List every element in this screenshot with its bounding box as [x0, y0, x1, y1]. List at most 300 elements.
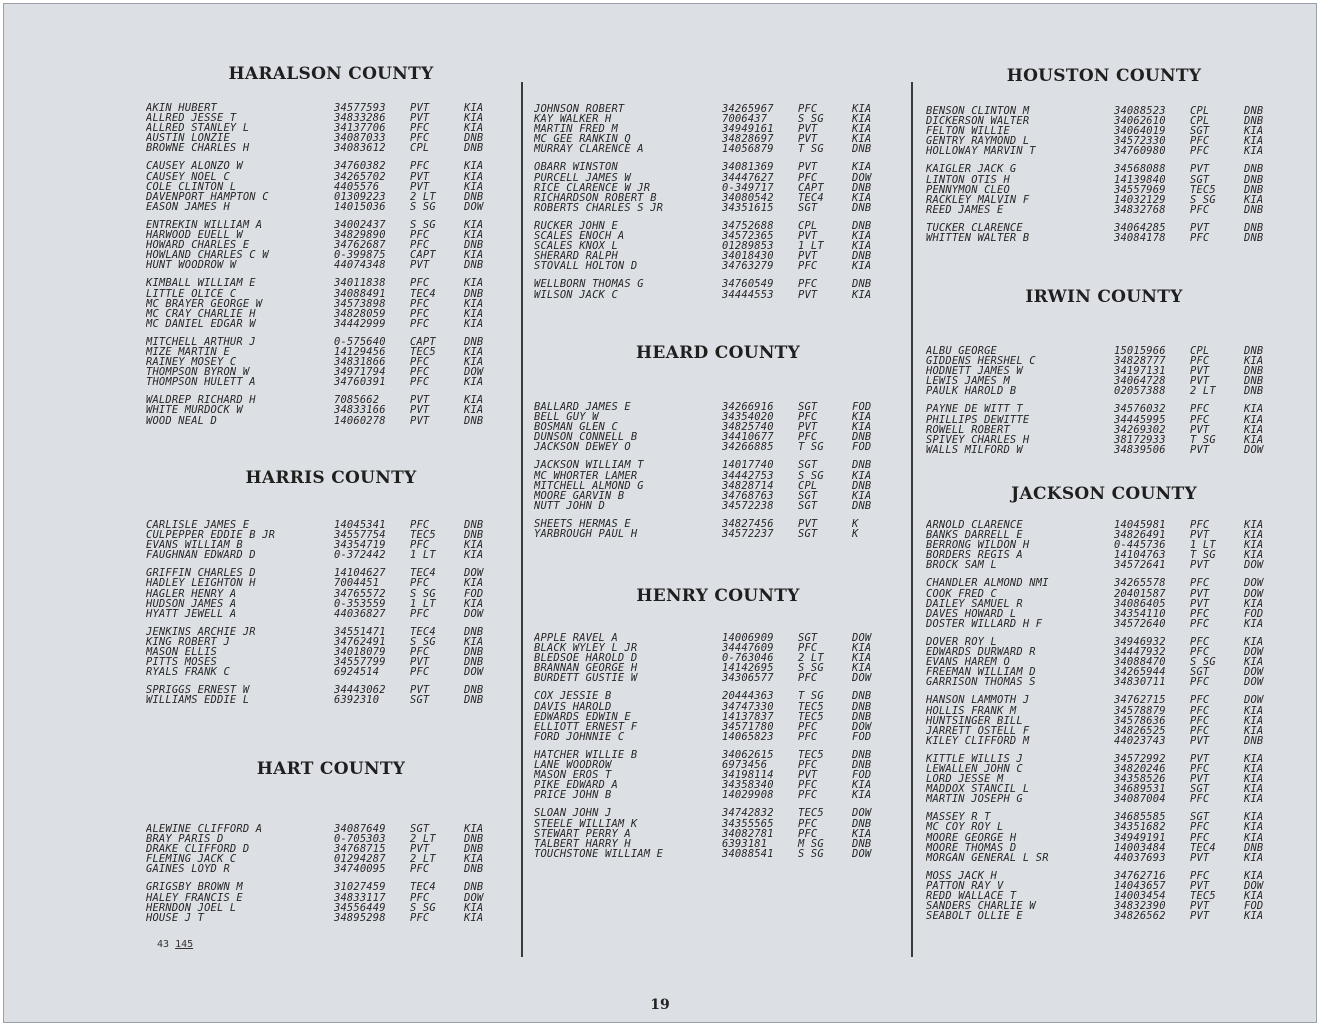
- roster-row: [146, 550, 516, 560]
- rank: 2 LT: [410, 853, 436, 866]
- rank: PFC: [410, 911, 430, 924]
- rank: PFC: [410, 122, 430, 135]
- status: KIA: [852, 662, 872, 675]
- soldier-name: MURRAY CLARENCE A: [534, 144, 644, 155]
- serial-number: 34747330: [722, 700, 774, 713]
- rank: CPL: [1190, 345, 1210, 357]
- rank: PFC: [798, 411, 818, 424]
- rank: PFC: [410, 132, 430, 145]
- roster-row: [146, 319, 516, 329]
- status: KIA: [852, 240, 872, 253]
- roster-row: [926, 812, 1282, 822]
- serial-number: 34762715: [1114, 694, 1166, 707]
- soldier-name: JOHNSON ROBERT: [534, 104, 625, 115]
- rank: PVT: [798, 421, 818, 434]
- rank: PVT: [410, 843, 430, 856]
- column-divider-1: [521, 82, 523, 957]
- soldier-name: PAYNE DE WITT T: [926, 404, 1023, 415]
- serial-number: 34447609: [722, 642, 774, 655]
- rank: PFC: [410, 307, 430, 320]
- roster-row: [146, 657, 516, 667]
- status: KIA: [464, 307, 484, 320]
- rank: PFC: [798, 278, 818, 291]
- soldier-name: COOK FRED C: [926, 588, 998, 599]
- serial-number: 34946932: [1114, 635, 1166, 648]
- serial-number: 34197131: [1114, 365, 1166, 378]
- status: KIA: [852, 191, 872, 204]
- entry-group: [926, 871, 1282, 921]
- rank: PFC: [798, 827, 818, 840]
- entry-group: [146, 103, 516, 153]
- serial-number: 34557754: [334, 529, 386, 542]
- serial-number: 34827456: [722, 517, 774, 530]
- soldier-name: BURDETT GUSTIE W: [534, 673, 638, 684]
- column-3: [926, 4, 1282, 1023]
- county-heading-irwin: IRWIN COUNTY: [1025, 287, 1183, 307]
- status: KIA: [464, 160, 484, 173]
- footer-count-right: 145: [175, 939, 194, 950]
- roster-row: [534, 673, 902, 683]
- rank: PFC: [410, 666, 430, 679]
- county-heading-haralson: HARALSON COUNTY: [228, 64, 434, 84]
- rank: PFC: [1190, 676, 1210, 689]
- soldier-name: EVANS WILLIAM B: [146, 540, 243, 551]
- serial-number: 0-353559: [334, 597, 386, 610]
- roster-row: [926, 425, 1282, 435]
- rank: PVT: [1190, 851, 1210, 864]
- soldier-name: HOUSE J T: [146, 912, 205, 923]
- entry-group: [146, 882, 516, 922]
- roster-row: [534, 653, 902, 663]
- soldier-name: PURCELL JAMES W: [534, 172, 631, 183]
- roster-row: [926, 637, 1282, 647]
- status: DOW: [1244, 587, 1264, 600]
- roster-row: [926, 126, 1282, 136]
- serial-number: 34265944: [1114, 666, 1166, 679]
- roster-row: [534, 760, 902, 770]
- roster-row: [926, 754, 1282, 764]
- status: DOW: [852, 807, 872, 820]
- rank: S SG: [798, 469, 824, 482]
- serial-number: 15015966: [1114, 345, 1166, 357]
- soldier-name: HOWARD CHARLES E: [146, 240, 250, 251]
- page-number: 19: [650, 997, 670, 1013]
- status: KIA: [852, 113, 872, 126]
- status: KIA: [1244, 762, 1264, 775]
- rank: SGT: [798, 528, 818, 541]
- roster-row: [534, 808, 902, 818]
- roster-row: [146, 568, 516, 578]
- serial-number: 14003454: [1114, 890, 1166, 902]
- rank: CAPT: [410, 335, 436, 348]
- serial-number: 0-575640: [334, 335, 386, 348]
- serial-number: 34557969: [1114, 183, 1166, 196]
- rank: PFC: [1190, 635, 1210, 648]
- status: KIA: [464, 229, 484, 242]
- status: DOW: [464, 366, 484, 379]
- roster-row: [926, 520, 1282, 530]
- serial-number: 34081369: [722, 161, 774, 174]
- soldier-name: PATTON RAY V: [926, 880, 1004, 891]
- soldier-name: ELLIOTT ERNEST F: [534, 721, 638, 732]
- serial-number: 34762687: [334, 239, 386, 252]
- status: DNB: [852, 431, 872, 444]
- status: KIA: [464, 901, 484, 914]
- soldier-name: DAILEY SAMUEL R: [926, 598, 1023, 609]
- rank: S SG: [798, 847, 824, 860]
- soldier-name: RACKLEY MALVIN F: [926, 194, 1030, 205]
- roster-row: [926, 726, 1282, 736]
- serial-number: 34087033: [334, 132, 386, 145]
- rank: SGT: [798, 401, 818, 413]
- serial-number: 34086405: [1114, 597, 1166, 610]
- status: DOW: [464, 567, 484, 580]
- roster-row: [926, 578, 1282, 588]
- status: KIA: [464, 249, 484, 262]
- soldier-name: MARTIN JOSEPH G: [926, 794, 1023, 805]
- roster-row: [534, 173, 902, 183]
- serial-number: 34828059: [334, 307, 386, 320]
- status: KIA: [1244, 433, 1264, 446]
- soldier-name: MIZE MARTIN E: [146, 346, 230, 358]
- soldier-name: MADDOX STANCIL L: [926, 784, 1030, 795]
- soldier-name: BRAY PARIS D: [146, 834, 224, 845]
- rank: PVT: [1190, 529, 1210, 542]
- roster-row: [926, 736, 1282, 746]
- soldier-name: GAINES LOYD R: [146, 864, 230, 875]
- roster-row: [534, 732, 902, 742]
- serial-number: 34011838: [334, 277, 386, 290]
- roster-row: [534, 663, 902, 673]
- roster-row: [146, 647, 516, 657]
- serial-number: 34358526: [1114, 773, 1166, 786]
- serial-number: 14142695: [722, 662, 774, 675]
- serial-number: 34087649: [334, 823, 386, 835]
- rank: M SG: [798, 837, 824, 850]
- soldier-name: BLACK WYLEY L JR: [534, 643, 638, 654]
- roster-row: [146, 824, 516, 834]
- roster-row: [926, 366, 1282, 376]
- status: DNB: [1244, 375, 1264, 388]
- rank: PVT: [798, 517, 818, 530]
- serial-number: 34760549: [722, 278, 774, 291]
- soldier-name: GIDDENS HERSHEL C: [926, 356, 1036, 367]
- status: DNB: [464, 239, 484, 252]
- serial-number: 0-705303: [334, 833, 386, 846]
- soldier-name: MC DANIEL EDGAR W: [146, 318, 256, 329]
- soldier-name: ALEWINE CLIFFORD A: [146, 824, 263, 835]
- soldier-name: HOWLAND CHARLES C W: [146, 250, 269, 261]
- soldier-name: CAUSEY ALONZO W: [146, 161, 243, 172]
- status: DOW: [1244, 694, 1264, 707]
- serial-number: 34064728: [1114, 375, 1166, 388]
- soldier-name: BROCK SAM L: [926, 560, 998, 571]
- rank: PVT: [1190, 910, 1210, 923]
- county-list-houston: [926, 106, 1282, 251]
- entry-group: [146, 161, 516, 211]
- rank: PVT: [1190, 221, 1210, 234]
- roster-row: [534, 750, 902, 760]
- soldier-name: COLE CLINTON L: [146, 181, 237, 192]
- status: DNB: [464, 863, 484, 876]
- entry-group: [146, 395, 516, 425]
- rank: PFC: [1190, 607, 1210, 620]
- status: DNB: [1244, 221, 1264, 234]
- status: KIA: [852, 779, 872, 792]
- rank: PVT: [1190, 365, 1210, 378]
- rank: TEC4: [410, 287, 436, 300]
- status: FOD: [852, 769, 872, 782]
- soldier-name: AUSTIN LONZIE: [146, 133, 230, 144]
- status: KIA: [1244, 135, 1264, 148]
- soldier-name: BOSMAN GLEN C: [534, 422, 618, 433]
- serial-number: 34829890: [334, 229, 386, 242]
- rank: CPL: [798, 219, 818, 232]
- rank: PFC: [1190, 821, 1210, 834]
- serial-number: 34949161: [722, 123, 774, 136]
- county-heading-henry: HENRY COUNTY: [636, 586, 800, 606]
- soldier-name: LEWIS JAMES M: [926, 376, 1010, 387]
- entry-group: [926, 578, 1282, 628]
- serial-number: 0-763046: [722, 652, 774, 665]
- status: DNB: [852, 759, 872, 772]
- roster-row: [146, 667, 516, 677]
- soldier-name: HUNTSINGER BILL: [926, 715, 1023, 726]
- soldier-name: HOLLIS FRANK M: [926, 705, 1017, 716]
- soldier-name: TALBERT HARRY H: [534, 838, 631, 849]
- status: KIA: [852, 789, 872, 802]
- roster-row: [146, 299, 516, 309]
- roster-row: [534, 691, 902, 701]
- status: DNB: [464, 142, 484, 155]
- status: DNB: [852, 710, 872, 723]
- rank: T SG: [1190, 549, 1216, 562]
- serial-number: 34832768: [1114, 203, 1166, 216]
- roster-row: [534, 279, 902, 289]
- rank: PVT: [1190, 163, 1210, 176]
- entry-group: [146, 824, 516, 874]
- roster-row: [146, 834, 516, 844]
- roster-row: [146, 143, 516, 153]
- county-heading-houston: HOUSTON COUNTY: [1006, 66, 1202, 86]
- serial-number: 44036827: [334, 607, 386, 620]
- status: DNB: [464, 646, 484, 659]
- serial-number: 34689531: [1114, 783, 1166, 796]
- roster-row: [146, 627, 516, 637]
- soldier-name: BELL GUY W: [534, 412, 599, 423]
- rank: PFC: [410, 646, 430, 659]
- status: KIA: [464, 539, 484, 552]
- soldier-name: KAIGLER JACK G: [926, 164, 1017, 175]
- rank: PFC: [1190, 704, 1210, 717]
- status: DNB: [464, 684, 484, 697]
- rank: PFC: [410, 376, 430, 389]
- entry-group: [534, 808, 902, 858]
- soldier-name: ALBU GEORGE: [926, 346, 998, 357]
- rank: PFC: [410, 891, 430, 904]
- roster-row: [146, 637, 516, 647]
- status: DNB: [852, 278, 872, 291]
- roster-row: [534, 183, 902, 193]
- serial-number: 34355565: [722, 817, 774, 830]
- status: DNB: [852, 690, 872, 703]
- rank: PVT: [1190, 900, 1210, 913]
- rank: PFC: [1190, 413, 1210, 426]
- entry-group: [926, 404, 1282, 454]
- soldier-name: FREEMAN WILLIAM D: [926, 667, 1036, 678]
- soldier-name: LITTLE OLICE C: [146, 288, 237, 299]
- roster-row: [926, 435, 1282, 445]
- entry-group: [534, 633, 902, 683]
- serial-number: 34760391: [334, 376, 386, 389]
- soldier-name: JENKINS ARCHIE JR: [146, 626, 256, 637]
- rank: PFC: [410, 519, 430, 531]
- serial-number: 0-445736: [1114, 539, 1166, 552]
- rank: T SG: [1190, 433, 1216, 446]
- county-list-irwin: [926, 346, 1282, 463]
- soldier-name: APPLE RAVEL A: [534, 633, 618, 644]
- status: DNB: [464, 190, 484, 203]
- status: DOW: [464, 200, 484, 213]
- serial-number: 34354110: [1114, 607, 1166, 620]
- entry-group: [534, 162, 902, 212]
- rank: S SG: [798, 662, 824, 675]
- soldier-name: WHITE MURDOCK W: [146, 405, 243, 416]
- roster-row: [146, 250, 516, 260]
- roster-row: [534, 491, 902, 501]
- serial-number: 34833286: [334, 112, 386, 125]
- rank: S SG: [410, 200, 436, 213]
- roster-row: [926, 346, 1282, 356]
- footer-count-left: 43: [157, 939, 170, 950]
- soldier-name: WOOD NEAL D: [146, 415, 218, 426]
- status: KIA: [1244, 539, 1264, 552]
- serial-number: 34760382: [334, 160, 386, 173]
- soldier-name: CHANDLER ALMOND NMI: [926, 578, 1049, 589]
- status: DNB: [1244, 203, 1264, 216]
- roster-row: [926, 356, 1282, 366]
- status: DNB: [464, 656, 484, 669]
- status: DOW: [464, 891, 484, 904]
- soldier-name: SHERARD RALPH: [534, 251, 618, 262]
- soldier-name: PIKE EDWARD A: [534, 780, 618, 791]
- soldier-name: JACKSON WILLIAM T: [534, 460, 644, 471]
- soldier-name: KITTLE WILLIS J: [926, 753, 1023, 764]
- status: DNB: [464, 287, 484, 300]
- rank: PFC: [798, 103, 818, 115]
- soldier-name: ALLRED JESSE T: [146, 113, 237, 124]
- rank: PFC: [1190, 203, 1210, 216]
- column-1: [146, 4, 516, 1023]
- rank: PVT: [798, 161, 818, 174]
- status: DOW: [1244, 676, 1264, 689]
- serial-number: 34578879: [1114, 704, 1166, 717]
- status: DNB: [852, 499, 872, 512]
- rank: PFC: [798, 672, 818, 685]
- soldier-name: LANE WOODROW: [534, 760, 612, 771]
- soldier-name: RYALS FRANK C: [146, 667, 230, 678]
- status: DNB: [852, 700, 872, 713]
- serial-number: 34752688: [722, 219, 774, 232]
- roster-row: [926, 540, 1282, 550]
- status: DOW: [852, 720, 872, 733]
- entry-group: [534, 221, 902, 271]
- soldier-name: BLEDSOE HAROLD D: [534, 653, 638, 664]
- serial-number: 34573898: [334, 297, 386, 310]
- status: DNB: [1244, 163, 1264, 176]
- rank: TEC4: [798, 191, 824, 204]
- rank: SGT: [1190, 783, 1210, 796]
- serial-number: 34266885: [722, 441, 774, 454]
- roster-row: [146, 202, 516, 212]
- roster-row: [146, 903, 516, 913]
- roster-row: [534, 460, 902, 470]
- status: DOW: [852, 171, 872, 184]
- soldier-name: SCALES KNOX L: [534, 241, 618, 252]
- status: KIA: [464, 376, 484, 389]
- entry-group: [926, 812, 1282, 862]
- soldier-name: CARLISLE JAMES E: [146, 520, 250, 531]
- serial-number: 34828697: [722, 133, 774, 146]
- status: KIA: [464, 577, 484, 590]
- soldier-name: DOVER ROY L: [926, 636, 998, 648]
- serial-number: 34685585: [1114, 811, 1166, 824]
- roster-row: [146, 230, 516, 240]
- status: DOW: [852, 847, 872, 860]
- rank: PFC: [410, 607, 430, 620]
- serial-number: 6924514: [334, 666, 380, 679]
- status: KIA: [1244, 519, 1264, 531]
- rank: PVT: [798, 230, 818, 243]
- roster-row: [534, 829, 902, 839]
- rank: PVT: [410, 112, 430, 125]
- roster-row: [534, 519, 902, 529]
- serial-number: 34828777: [1114, 355, 1166, 368]
- roster-row: [926, 784, 1282, 794]
- soldier-name: WALDREP RICHARD H: [146, 395, 256, 406]
- rank: S SG: [410, 901, 436, 914]
- serial-number: 01294287: [334, 853, 386, 866]
- entry-group: [146, 627, 516, 677]
- soldier-name: ROBERTS CHARLES S JR: [534, 202, 664, 213]
- rank: TEC5: [410, 529, 436, 542]
- roster-row: [926, 716, 1282, 726]
- soldier-name: DAVES HOWARD L: [926, 608, 1017, 619]
- status: KIA: [852, 469, 872, 482]
- roster-row: [534, 124, 902, 134]
- soldier-name: RAINEY MOSEY C: [146, 357, 237, 368]
- soldier-name: GARRISON THOMAS S: [926, 677, 1036, 688]
- serial-number: 34839506: [1114, 443, 1166, 456]
- entry-group: [534, 691, 902, 741]
- serial-number: 34442753: [722, 469, 774, 482]
- rank: 1 LT: [1190, 539, 1216, 552]
- rank: PFC: [410, 863, 430, 876]
- roster-row: [534, 290, 902, 300]
- serial-number: 7085662: [334, 394, 380, 407]
- soldier-name: LINTON OTIS H: [926, 174, 1010, 185]
- serial-number: 34762716: [1114, 869, 1166, 882]
- roster-row: [534, 144, 902, 154]
- soldier-name: WILLIAMS EDDIE L: [146, 695, 250, 706]
- soldier-name: MITCHELL ARTHUR J: [146, 336, 256, 347]
- soldier-name: HODNETT JAMES W: [926, 366, 1023, 377]
- status: DNB: [464, 694, 484, 707]
- serial-number: 14015036: [334, 200, 386, 213]
- serial-number: 14032129: [1114, 193, 1166, 206]
- rank: PFC: [410, 160, 430, 173]
- roster-row: [926, 106, 1282, 116]
